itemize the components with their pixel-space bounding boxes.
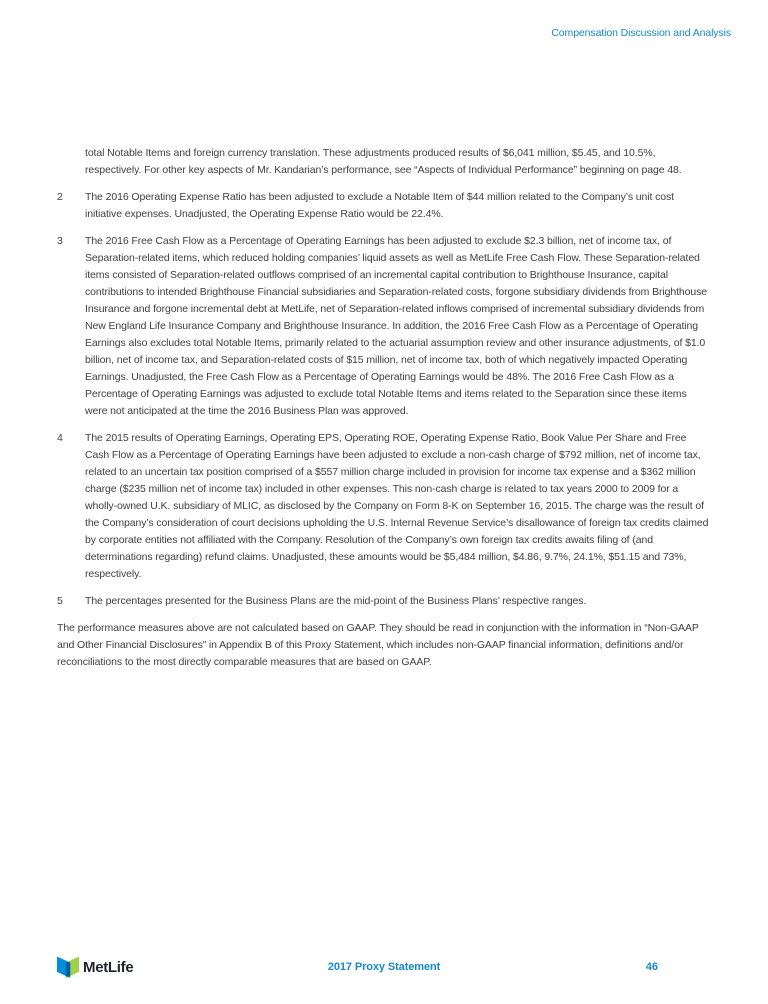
footer-document-title: 2017 Proxy Statement [327,961,441,973]
metlife-wordmark: MetLife [83,958,134,976]
page-number: 46 [645,961,658,973]
footnote-3 [57,233,711,420]
footnote-number: 2 [57,191,63,203]
footnote-number: 5 [57,595,63,607]
footnote-text: The percentages presented for the Business Plans are the mid-point of the Business Plans’ respective ranges. [85,595,587,607]
page-footer [0,954,768,984]
footnote-text: The 2016 Operating Expense Ratio has been adjusted to exclude a Notable Item of $44 million related to the Company’s unit cost initiative expenses. Unadjusted, the Operating Expense Ratio would be 22.4%. [85,191,674,220]
section-header: Compensation Discussion and Analysis [551,27,731,39]
footnote-text: The 2015 results of Operating Earnings, Operating EPS, Operating ROE, Operating Expense Ratio, Book Value Per Share and Free Cash Flow as a Percentage of Operating Earnings have been adjusted to exclude a non-cash charge of $792 million, net of income tax, related to an uncertain tax position comprised of a $557 million charge included in provision for income tax expense and a $362 million charge ($235 million net of income tax) included in other expenses. This non-cash charge is related to tax years 2000 to 2009 for a wholly-owned U.K. subsidiary of MLIC, as disclosed by the Company on Form 8-K on September 16, 2015. The charge was the result of the Company’s consideration of court decisions upholding the U.S. Internal Revenue Service’s disallowance of foreign tax credits claimed by corporate entities not affiliated with the Company. Resolution of the Company’s own foreign tax credits awaits filing of (and determinations regarding) refund claims. Unadjusted, these amounts would be $5,484 million, $4.86, 9.7%, 24.1%, $51.15 and 73%, respectively. [85,432,709,580]
footnote-5 [57,593,711,610]
footnote-2 [57,189,711,223]
footnote-number: 4 [57,432,63,444]
footnote-4 [57,430,711,583]
footnote-1-continuation-text: total Notable Items and foreign currency translation. These adjustments produced results of $6,041 million, $5.45, and 10.5%, respectively. For other key aspects of Mr. Kandarian’s performance, see “Aspects of Individual Performance” beginning on page 48. [85,147,682,176]
content-area [57,145,711,681]
footnote-text: The 2016 Free Cash Flow as a Percentage of Operating Earnings has been adjusted to exclude $2.3 billion, net of income tax, of Separation-related items, which reduced holding companies’ liquid assets as well as MetLife Free Cash Flow. These Separation-related items consisted of Separation-related outflows comprised of an incremental capital contribution to Brighthouse Insurance, capital contributions to intended Brighthouse Financial subsidiaries and Separation-related costs, forgone subsidiary dividends from Brighthouse Insurance and forgone incremental debt at MetLife, net of Separation-related inflows comprised of incremental subsidiary dividends from New England Life Insurance Company and Brighthouse Insurance. In addition, the 2016 Free Cash Flow as a Percentage of Operating Earnings also excludes total Notable Items, primarily related to the actuarial assumption review and other insurance adjustments, of $1.0 billion, net of income tax, and Separation-related costs of $15 million, net of income tax, both of which negatively impacted Operating Earnings. Unadjusted, the Free Cash Flow as a Percentage of Operating Earnings would be 48%. The 2016 Free Cash Flow as a Percentage of Operating Earnings was adjusted to exclude total Notable Items and items related to the Separation since these items were not anticipated at the time the 2016 Business Plan was approved. [85,235,708,417]
footnote-number: 3 [57,235,63,247]
gaap-disclosure-paragraph: The performance measures above are not calculated based on GAAP. They should be read in conjunction with the information in “Non-GAAP and Other Financial Disclosures” in Appendix B of this Proxy Statement, which includes non-GAAP financial information, definitions and/or reconciliations to the most directly comparable measures that are based on GAAP. [57,622,699,668]
